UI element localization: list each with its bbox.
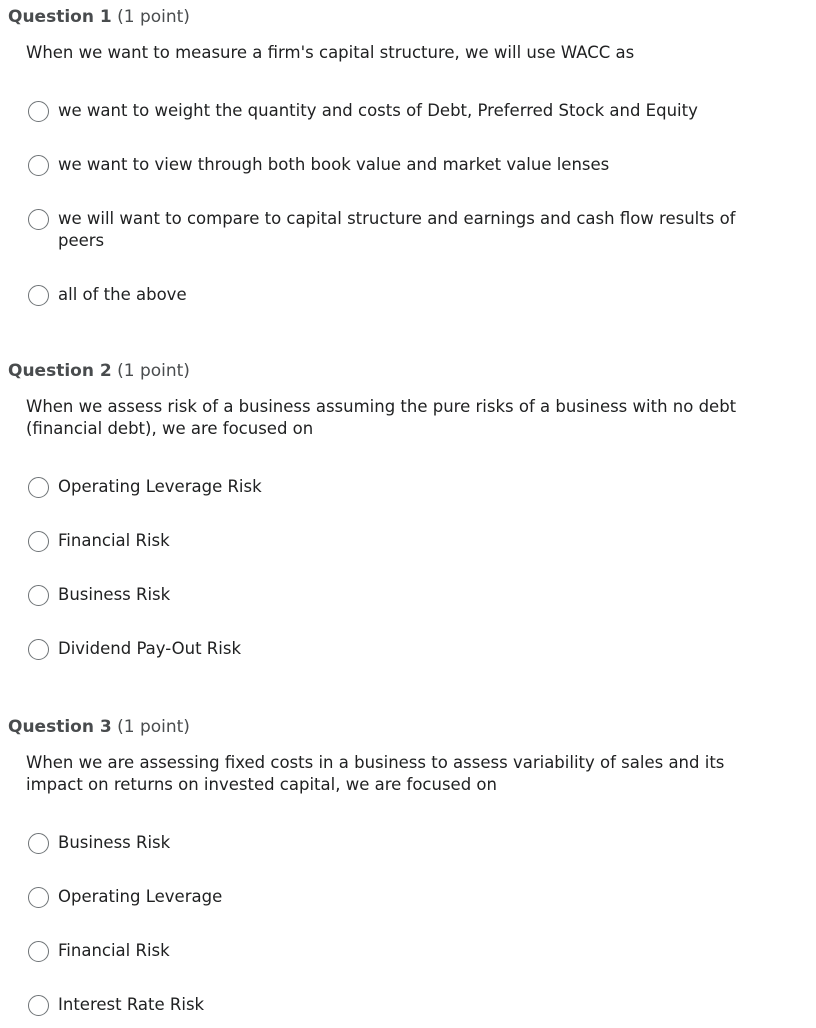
radio-button[interactable]	[28, 585, 49, 606]
q1-option-1[interactable]	[28, 100, 758, 122]
radio-button[interactable]	[28, 833, 49, 854]
question-title: Question 3	[8, 717, 112, 737]
question-text: When we want to measure a firm's capital structure, we will use WACC as	[26, 43, 635, 62]
option-label: Business Risk	[58, 585, 171, 604]
question-points: (1 point)	[117, 361, 190, 381]
option-label: Business Risk	[58, 833, 171, 852]
option-label: Financial Risk	[58, 531, 170, 550]
radio-button[interactable]	[28, 887, 49, 908]
q3-option-1[interactable]	[28, 832, 758, 854]
q3-option-4[interactable]	[28, 994, 758, 1016]
option-label: Operating Leverage	[58, 887, 223, 906]
option-label: Interest Rate Risk	[58, 995, 205, 1014]
q1-option-3[interactable]	[28, 208, 758, 252]
option-label: Financial Risk	[58, 941, 170, 960]
q3-option-3[interactable]	[28, 940, 758, 962]
q2-option-3[interactable]	[28, 584, 758, 606]
option-label: we will want to compare to capital structure and earnings and cash flow results of peers	[58, 209, 736, 250]
radio-button[interactable]	[28, 531, 49, 552]
q2-option-2[interactable]	[28, 530, 758, 552]
question-3-header	[8, 717, 190, 737]
q1-option-4[interactable]	[28, 284, 758, 306]
question-title: Question 1	[8, 7, 112, 27]
option-label: all of the above	[58, 285, 187, 304]
radio-button[interactable]	[28, 639, 49, 660]
question-text: When we are assessing fixed costs in a business to assess variability of sales and its impact on returns on invested capital, we are focused on	[26, 753, 725, 794]
q2-option-1[interactable]	[28, 476, 758, 498]
q1-option-2[interactable]	[28, 154, 758, 176]
option-label: we want to weight the quantity and costs of Debt, Preferred Stock and Equity	[58, 101, 698, 120]
question-points: (1 point)	[117, 717, 190, 737]
radio-button[interactable]	[28, 209, 49, 230]
question-points: (1 point)	[117, 7, 190, 27]
question-1-header	[8, 7, 190, 27]
option-label: we want to view through both book value and market value lenses	[58, 155, 610, 174]
radio-button[interactable]	[28, 155, 49, 176]
question-text: When we assess risk of a business assuming the pure risks of a business with no debt (financial debt), we are focused on	[26, 397, 737, 438]
q2-option-4[interactable]	[28, 638, 758, 660]
radio-button[interactable]	[28, 285, 49, 306]
radio-button[interactable]	[28, 477, 49, 498]
radio-button[interactable]	[28, 101, 49, 122]
radio-button[interactable]	[28, 941, 49, 962]
question-2-header	[8, 361, 190, 381]
q3-option-2[interactable]	[28, 886, 758, 908]
question-title: Question 2	[8, 361, 112, 381]
option-label: Operating Leverage Risk	[58, 477, 262, 496]
radio-button[interactable]	[28, 995, 49, 1016]
option-label: Dividend Pay-Out Risk	[58, 639, 242, 658]
